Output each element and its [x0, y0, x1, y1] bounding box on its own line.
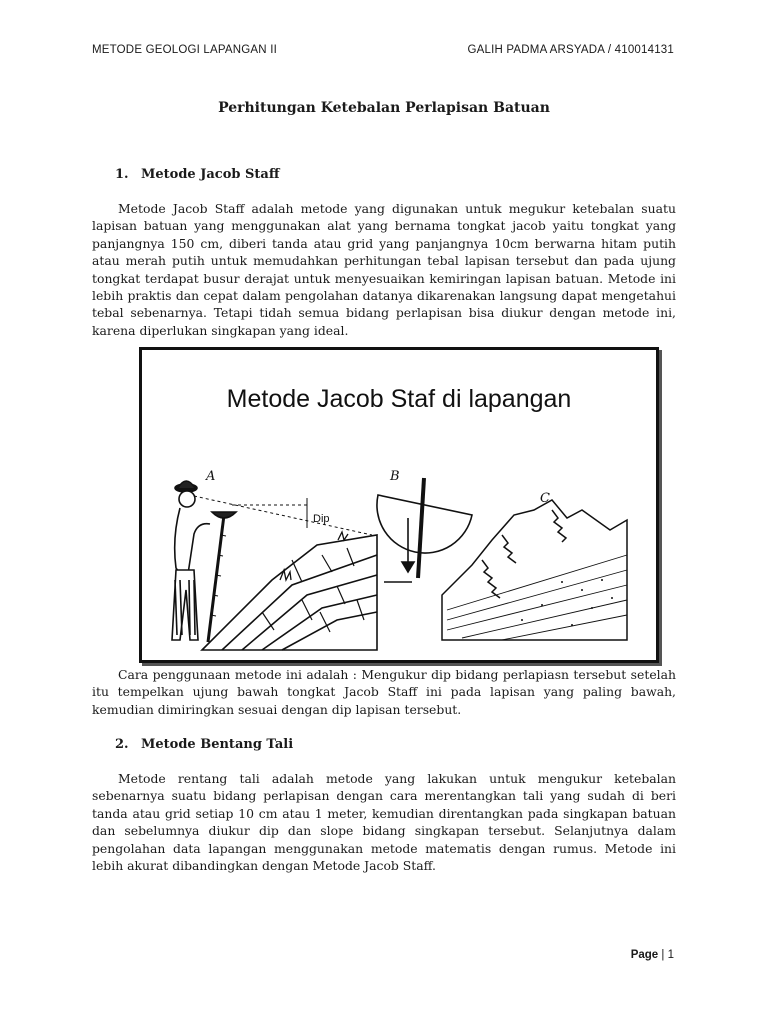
header-course-title: METODE GEOLOGI LAPANGAN II: [92, 44, 277, 56]
figure-caption: Metode Jacob Staf di lapangan: [226, 385, 572, 413]
section-title: Metode Bentang Tali: [141, 737, 294, 752]
panel-a-label: A: [206, 469, 216, 484]
page-separator: |: [661, 949, 665, 961]
paragraph-jacob-staff-usage: Cara penggunaan metode ini adalah : Mengukur dip bidang perlapiasn tersebut setelah itu tempelkan ujung bawah tongkat Jacob Staff ini pada lapisan yang paling bawah, kemudian dimiringkan sesuai dengan dip lapisan tersebut.: [92, 667, 676, 717]
page-number: 1: [667, 949, 674, 961]
figure-jacob-staff: [139, 347, 659, 663]
panel-b-label: B: [390, 469, 400, 484]
section-number: 1.: [115, 167, 129, 182]
section-heading-jacob-staff: [115, 167, 280, 182]
section-number: 2.: [115, 737, 129, 752]
section-heading-bentang-tali: [115, 737, 293, 752]
panel-a-illustration: [172, 481, 377, 650]
paragraph-jacob-staff-description: Metode Jacob Staff adalah metode yang digunakan untuk megukur ketebalan suatu lapisan batuan yang menggunakan alat yang bernama tongkat jacob yaitu tongkat yang panjangnya 150 cm, diberi tanda atau grid yang panjangnya 10cm berwarna hitam putih atau merah putih untuk memudahkan perhitungan tebal lapisan tersebut dan pada ujung tongkat terdapat busur derajat untuk menyesuaikan kemiringan lapisan batuan. Metode ini lebih praktis dan cepat dalam pengolahan datanya dikarenakan langsung dapat mengetahui tebal sebenarnya. Tetapi tidah semua bidang perlapisan bisa diukur dengan metode ini, karena diperlukan singkapan yang ideal.: [92, 201, 676, 338]
paragraph-bentang-tali-description: Metode rentang tali adalah metode yang lakukan untuk mengukur ketebalan sebenarnya suatu bidang perlapisan dengan cara merentangkan tali yang sudah di beri tanda atau grid setiap 10 cm atau 1 meter, kemudian direntangkan pada singkapan batuan dan sebelumnya diukur dip dan slope bidang singkapan tersebut. Selanjutnya dalam pengolahan data lapangan menggunakan metode matematis dengan rumus. Metode ini lebih akurat dibandingkan dengan Metode Jacob Staff.: [92, 771, 676, 874]
header-author: GALIH PADMA ARSYADA / 410014131: [467, 44, 674, 56]
section-title: Metode Jacob Staff: [141, 167, 280, 182]
page-header: [92, 44, 674, 56]
figure-illustration: [142, 350, 656, 660]
panel-c-label: C: [540, 491, 550, 506]
dip-label: Dip: [313, 513, 330, 525]
panel-b-protractor: [377, 478, 472, 582]
page-footer: [631, 949, 674, 961]
page-label: Page: [630, 949, 659, 961]
document-title: Perhitungan Ketebalan Perlapisan Batuan: [218, 100, 550, 116]
